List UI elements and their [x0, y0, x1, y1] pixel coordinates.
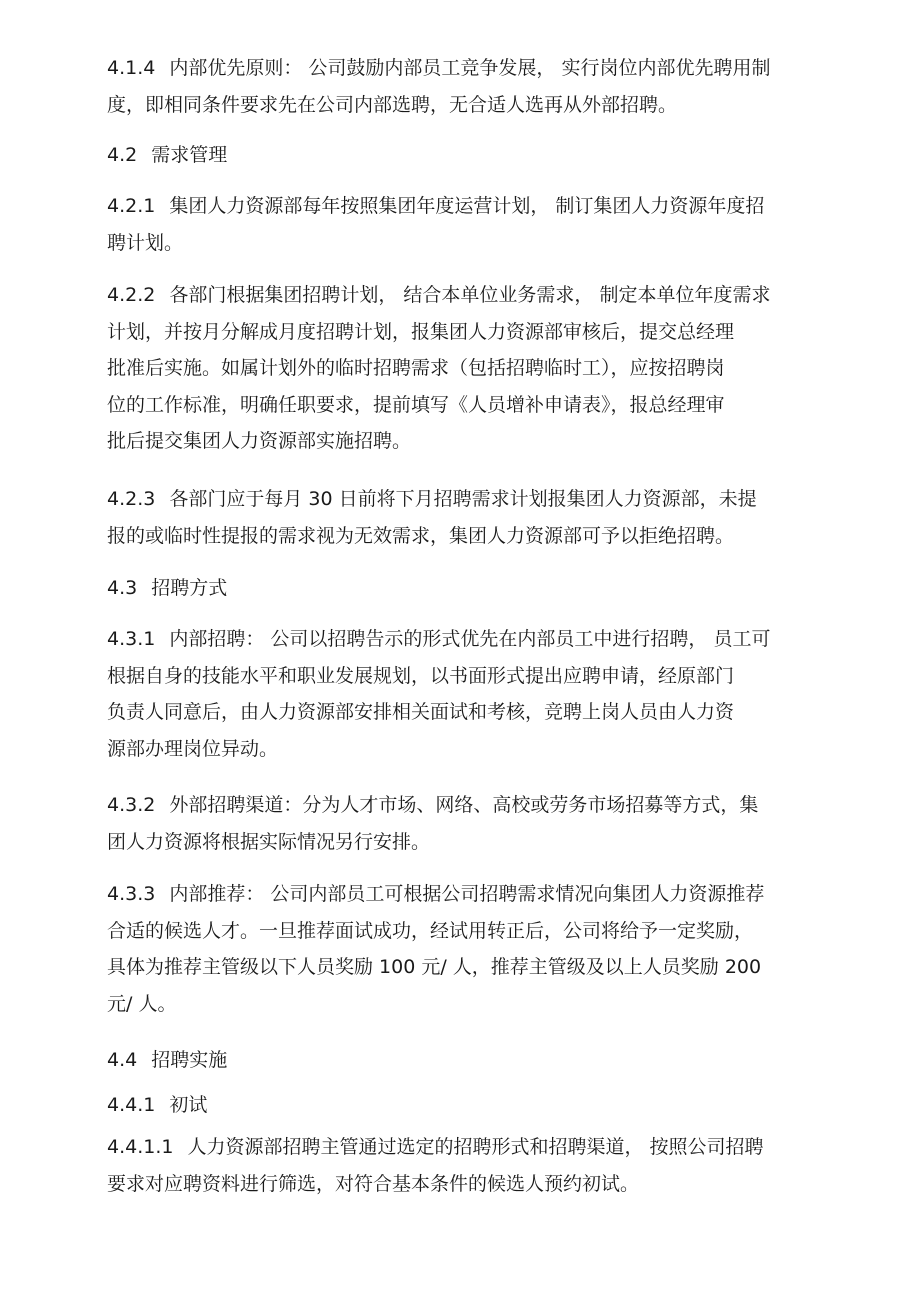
- text-line: 源部办理岗位异动。: [107, 737, 279, 760]
- section-heading-4-4: [107, 1042, 819, 1079]
- clause-number: 4.4.1: [107, 1094, 156, 1116]
- text-line: 元/ 人。: [107, 992, 177, 1015]
- clause-4-2-1: [107, 188, 819, 261]
- text-line: 批后提交集团人力资源部实施招聘。: [107, 430, 412, 452]
- text-line: 4.2.2 各部门根据集团招聘计划， 结合本单位业务需求， 制定本单位年度需求: [107, 284, 771, 306]
- text-line: 4.3.2 外部招聘渠道：分为人才市场、网络、高校或劳务市场招募等方式，集: [107, 794, 759, 816]
- text-line: 要求对应聘资料进行筛选，对符合基本条件的候选人预约初试。: [107, 1172, 640, 1195]
- section-heading-4-2: [107, 137, 819, 174]
- clause-4-3-2: [107, 787, 819, 860]
- clause-4-2-2: [107, 277, 819, 460]
- clause-number: 4.2.3: [107, 488, 156, 510]
- clause-number: 4.3.1: [107, 628, 156, 650]
- clause-4-4-1-1: [107, 1129, 819, 1202]
- text-line: 4.1.4 内部优先原则： 公司鼓励内部员工竞争发展， 实行岗位内部优先聘用制: [107, 57, 771, 79]
- section-number: 4.3: [107, 577, 138, 599]
- text-line: 4.2.1 集团人力资源部每年按照集团年度运营计划， 制订集团人力资源年度招: [107, 195, 765, 217]
- text-line: 计划，并按月分解成月度招聘计划，报集团人力资源部审核后，提交总经理: [107, 320, 735, 343]
- text-line: 度，即相同条件要求先在公司内部选聘，无合适人选再从外部招聘。: [107, 93, 678, 116]
- text-line: 4.4 招聘实施: [107, 1049, 228, 1071]
- text-line: 4.3.1 内部招聘： 公司以招聘告示的形式优先在内部员工中进行招聘， 员工可: [107, 628, 771, 650]
- text-line: 4.3 招聘方式: [107, 577, 228, 599]
- text-line: 4.2 需求管理: [107, 144, 228, 166]
- text-line: 聘计划。: [107, 231, 184, 254]
- text-line: 根据自身的技能水平和职业发展规划，以书面形式提出应聘申请，经原部门: [107, 664, 735, 687]
- clause-number: 4.1.4: [107, 57, 156, 79]
- text-line: 4.3.3 内部推荐： 公司内部员工可根据公司招聘需求情况向集团人力资源推荐: [107, 883, 765, 905]
- text-line: 4.4.1 初试: [107, 1094, 208, 1116]
- text-line: 负责人同意后，由人力资源部安排相关面试和考核，竞聘上岗人员由人力资: [107, 701, 735, 723]
- text-line: 团人力资源将根据实际情况另行安排。: [107, 830, 431, 853]
- text-line: 位的工作标准，明确任职要求，提前填写《人员增补申请表》，报总经理审: [107, 393, 725, 416]
- clause-4-3-3: [107, 876, 819, 1022]
- section-number: 4.2: [107, 144, 138, 166]
- clause-4-3-1: [107, 621, 819, 767]
- clause-number: 4.2.2: [107, 284, 156, 306]
- text-line: 报的或临时性提报的需求视为无效需求，集团人力资源部可予以拒绝招聘。: [107, 524, 735, 547]
- clause-4-4-1: [107, 1087, 819, 1124]
- clause-4-2-3: [107, 481, 819, 554]
- clause-number: 4.3.2: [107, 794, 156, 816]
- text-line: 4.4.1.1 人力资源部招聘主管通过选定的招聘形式和招聘渠道， 按照公司招聘: [107, 1136, 764, 1158]
- section-number: 4.4: [107, 1049, 138, 1071]
- clause-number: 4.2.1: [107, 195, 156, 217]
- section-heading-4-3: [107, 570, 819, 607]
- clause-4-1-4: [107, 50, 819, 123]
- text-line: 批准后实施。如属计划外的临时招聘需求（包括招聘临时工），应按招聘岗: [107, 357, 725, 379]
- clause-number: 4.4.1.1: [107, 1136, 174, 1158]
- text-line: 具体为推荐主管级以下人员奖励 100 元/ 人，推荐主管级及以上人员奖励 200: [107, 956, 762, 978]
- text-line: 4.2.3 各部门应于每月 30 日前将下月招聘需求计划报集团人力资源部，未提: [107, 488, 757, 510]
- text-line: 合适的候选人才。一旦推荐面试成功，经试用转正后，公司将给予一定奖励，: [107, 919, 754, 942]
- clause-number: 4.3.3: [107, 883, 156, 905]
